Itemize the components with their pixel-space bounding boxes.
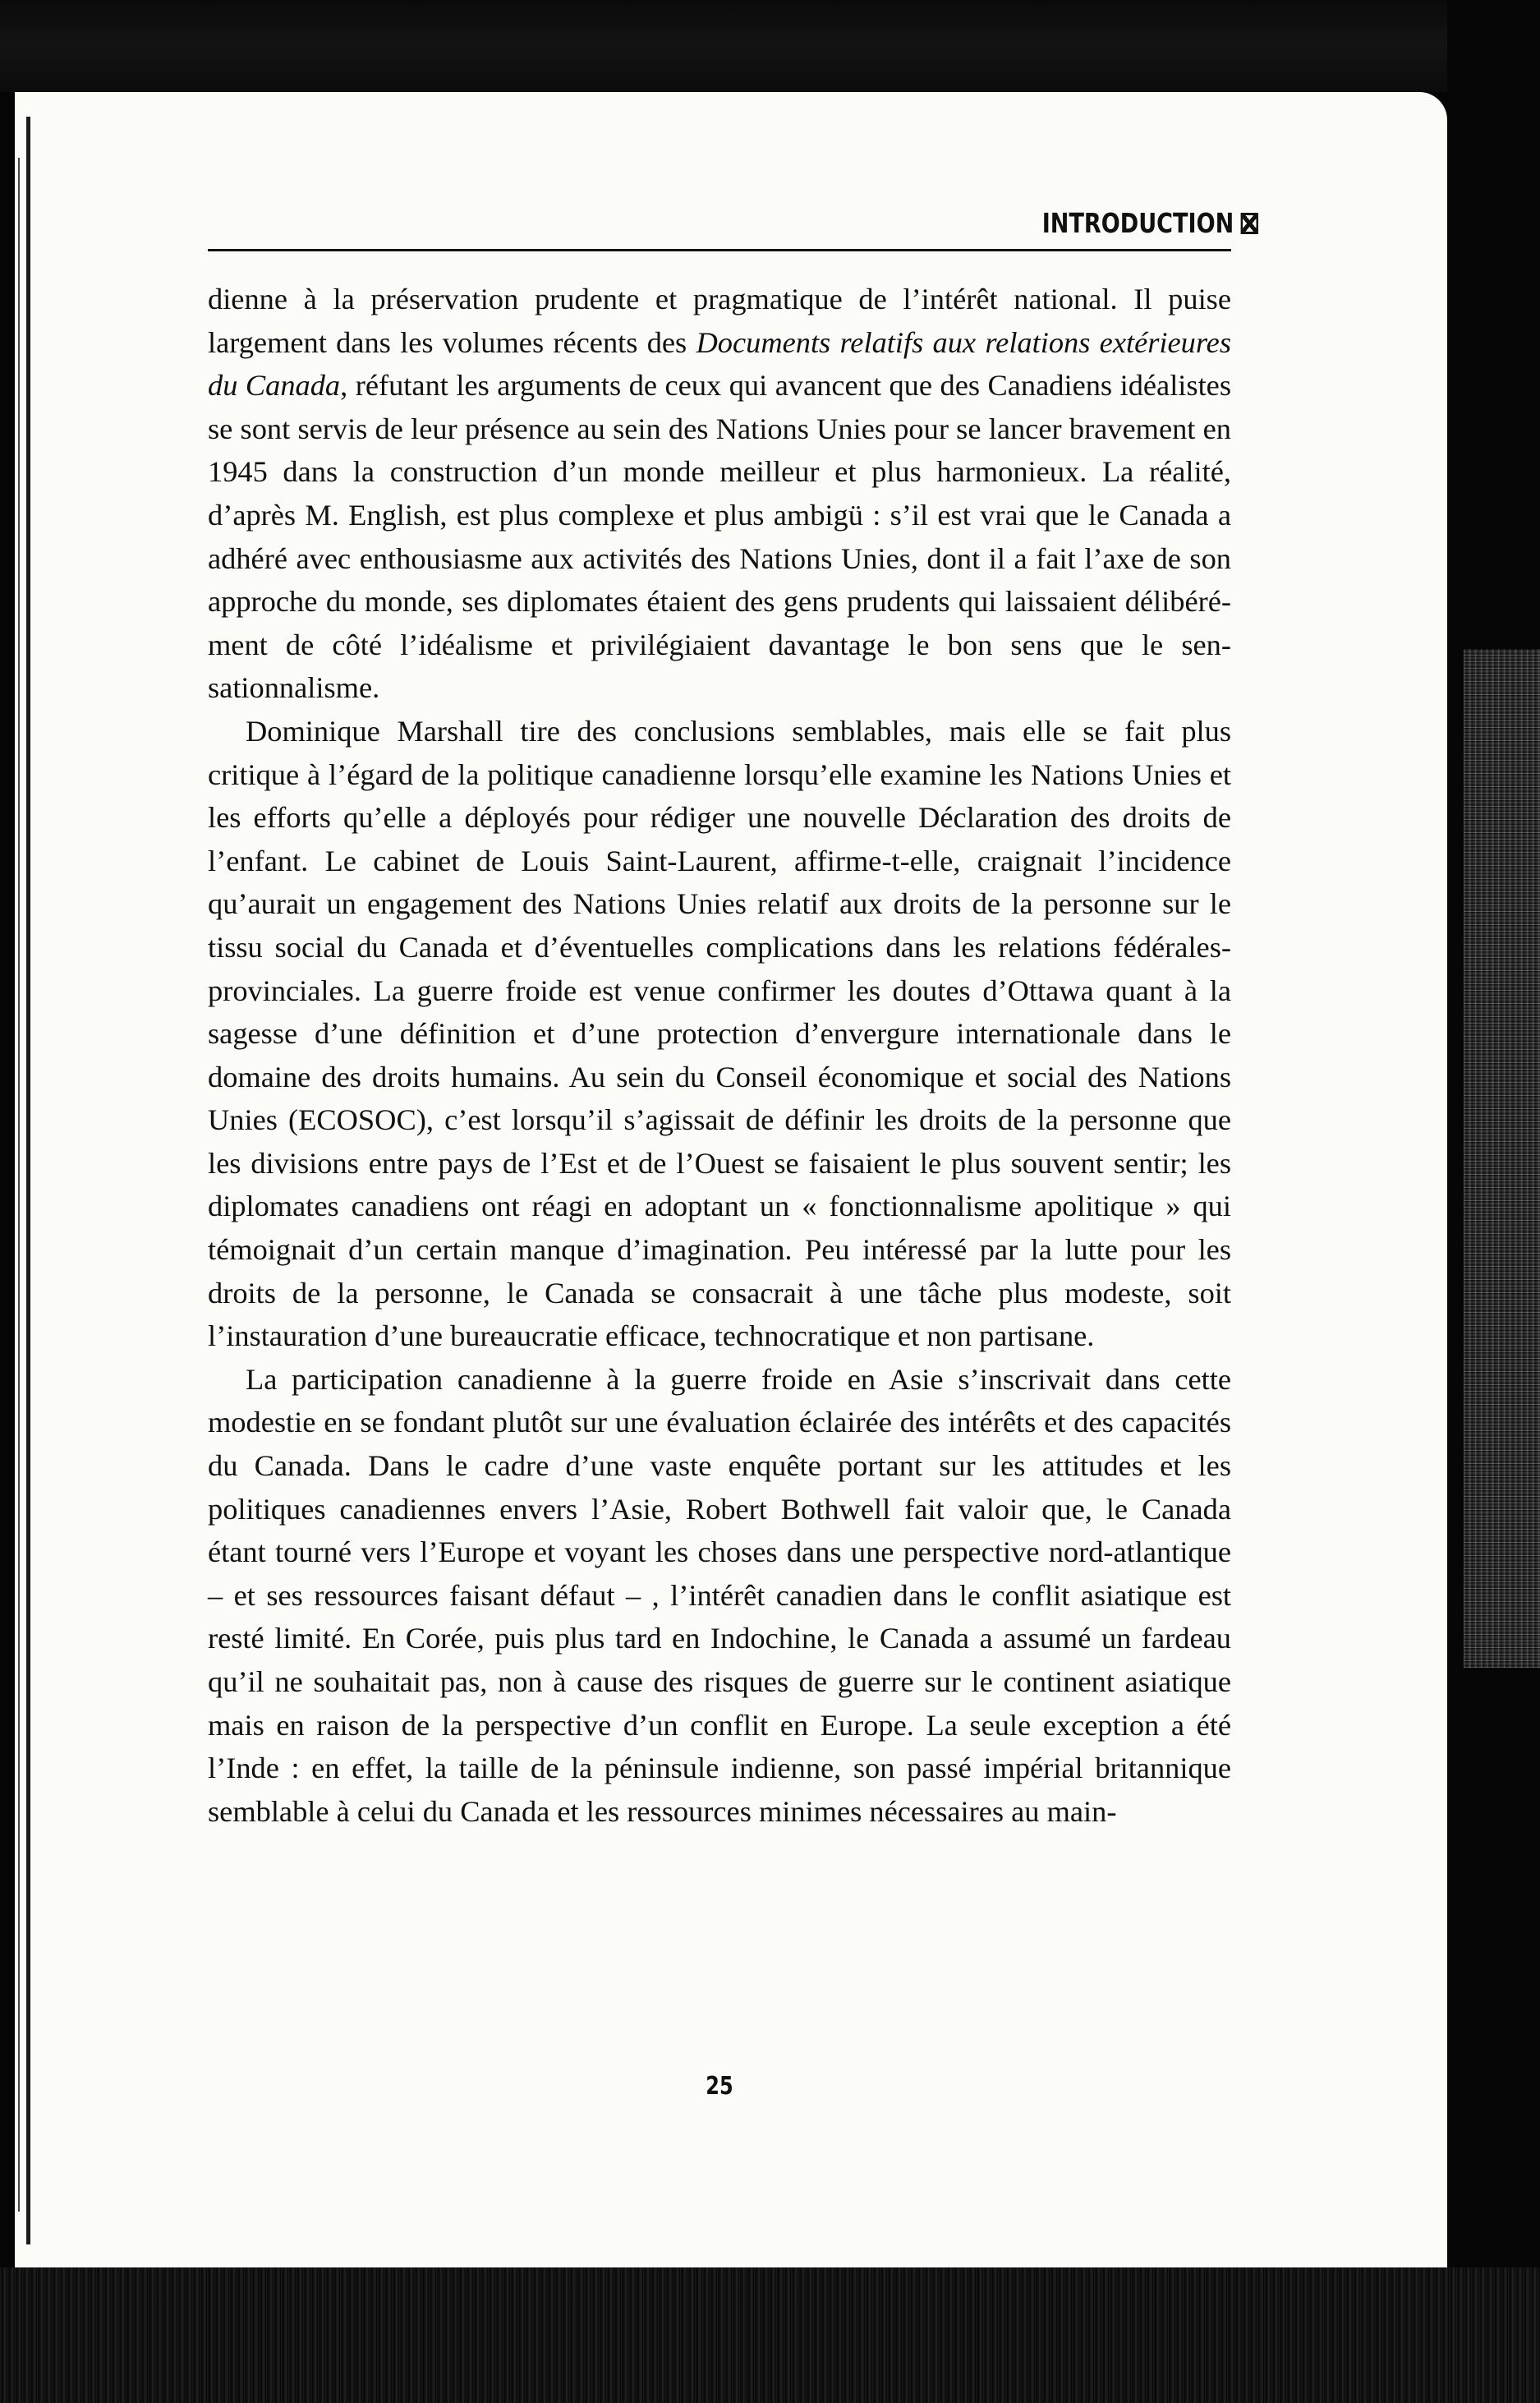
running-head-title: INTRODUCTION bbox=[1041, 207, 1234, 239]
paragraph bbox=[208, 1358, 1231, 1834]
book-page bbox=[15, 92, 1447, 2267]
gutter-shadow bbox=[26, 117, 30, 2244]
running-head bbox=[1042, 207, 1258, 239]
paragraph-text: La participation canadienne à la guerre froide en Asie s’inscrivait dans cette modestie en se fondant plutôt sur une évaluation éclairée des intérêts et des capacités du Canada. Dans le cadre d’une vaste enquête portant sur les attitudes et les politiques canadiennes envers l’Asie, Robert Bothwell fait valoir que, le Canada étant tourné vers l’Europe et voyant les choses dans une perspective nord-atlantique – et ses ressources faisant défaut – , l’intérêt canadien dans le conflit asiatique est resté limité. En Corée, puis plus tard en Indochine, le Canada a assumé un fardeau qu’il ne souhaitait pas, non à cause des risques de guerre sur le continent asiatique mais en raison de la perspective d’un conflit en Europe. La seule exception a été l’Inde : en effet, la taille de la péninsule indienne, son passé impérial britannique semblable à celui du Canada et les ressources minimes nécessaires au main- bbox=[208, 1362, 1231, 1828]
italic-title: Documents relatifs aux relations extérieures du Canada bbox=[208, 325, 1231, 403]
paragraph-text: , réfutant les arguments de ceux qui avancent que des Canadiens idéalistes se sont servis de leur présence au sein des Nations Unies pour se lancer bravement en 1945 dans la construction d’un monde meilleur et plus harmonieux. La réalité, d’après M. English, est plus complexe et plus ambigü : s’il est vrai que le Canada a adhéré avec enthousiasme aux activités des Nations Unies, dont il a fait l’axe de son approche du monde, ses diplomates étaient des gens prudents qui laissaient délibérément de côté l’idéalisme et privilégiaient davantage le bon sens que le sensationnalisme. bbox=[208, 369, 1232, 705]
scan-border-top bbox=[0, 0, 1540, 92]
scan-border-bottom bbox=[0, 2267, 1540, 2403]
header-rule bbox=[208, 249, 1231, 251]
paragraph bbox=[208, 710, 1231, 1358]
body-text bbox=[208, 278, 1231, 1833]
section-ornament-icon bbox=[1241, 213, 1258, 234]
page-number: 25 bbox=[706, 2072, 733, 2101]
paragraph-text: Dominique Marshall tire des conclusions semblables, mais elle se fait plus critique à l’égard de la politique canadienne lorsqu’elle examine les Nations Unies et les efforts qu’elle a déployés pour rédiger une nouvelle Déclaration des droits de l’enfant. Le cabinet de Louis Saint-Laurent, affirme-t-elle, craignait l’incidence qu’aurait un engagement des Nations Unies relatif aux droits de la personne sur le tissu social du Canada et d’éventuelles complications dans les relations fédérales-provinciales. La guerre froide est venue confirmer les doutes d’Ottawa quant à la sagesse d’une définition et d’une protection d’envergure internationale dans le domaine des droits humains. Au sein du Conseil économique et social des Nations Unies (ECOSOC), c’est lorsqu’il s’agissait de définir les droits de la personne que les divisions entre pays de l’Est et de l’Ouest se faisaient le plus souvent sentir; les diplomates canadiens ont réagi en adoptant un « fonctionnalisme apolitique » qui témoignait d’un certain manque d’imagination. Peu intéressé par la lutte pour les droits de la personne, le Canada se consacrait à une tâche plus modeste, soit l’instauration d’une bureaucratie efficace, technocratique et non partisane. bbox=[208, 714, 1231, 1353]
paragraph bbox=[208, 278, 1231, 710]
paragraph-text: dienne à la préservation prudente et pragmatique de l’intérêt national. Il puise largement dans les volumes récents des bbox=[208, 283, 1231, 359]
scan-noise-right bbox=[1464, 649, 1540, 1668]
gutter-shadow-secondary bbox=[18, 158, 20, 2212]
